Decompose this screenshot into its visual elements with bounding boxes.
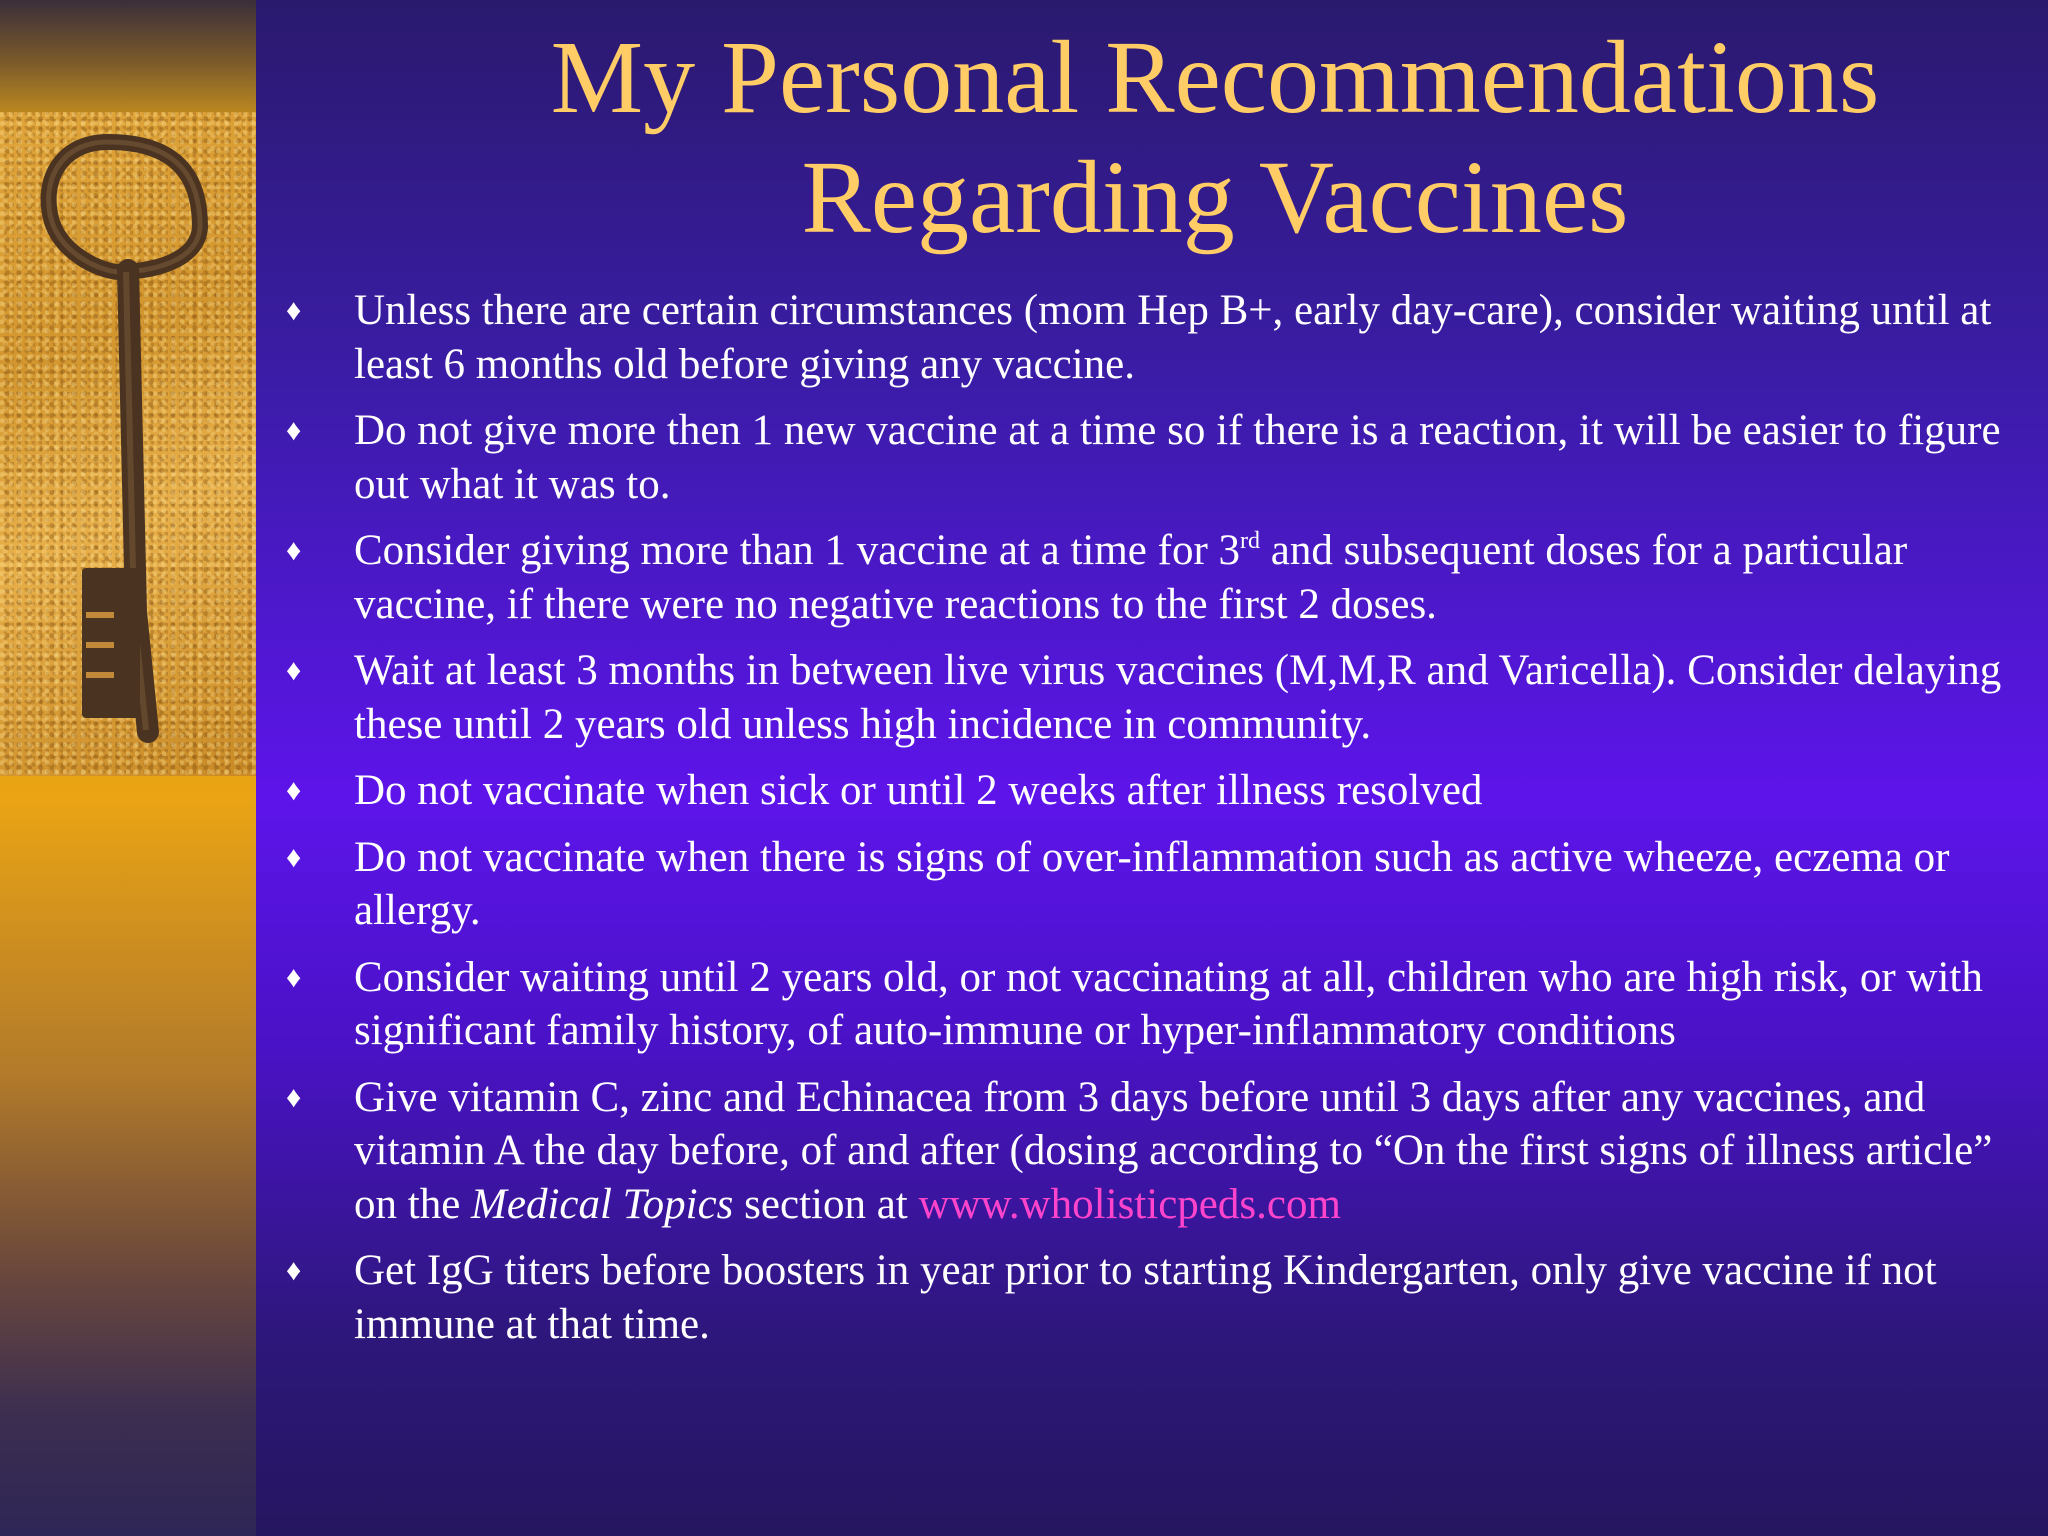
list-item [280, 404, 2030, 511]
diamond-bullet-icon: ♦ [286, 774, 302, 807]
list-item [280, 831, 2030, 938]
diamond-bullet-icon: ♦ [286, 414, 302, 447]
key-icon [0, 112, 256, 776]
bullet-text: Unless there are certain circumstances (mom Hep B+, early day-care), consider waiting until at least 6 months old before giving any vaccine. [354, 287, 1992, 388]
diamond-bullet-icon: ♦ [286, 1254, 302, 1287]
website-link[interactable]: www.wholisticpeds.com [918, 1180, 1341, 1228]
recommendations-list [280, 284, 2030, 1364]
left-decorative-strip [0, 0, 256, 1536]
list-item [280, 764, 2030, 818]
list-item [280, 951, 2030, 1058]
bullet-text: Do not give more then 1 new vaccine at a time so if there is a reaction, it will be easier to figure out what it was to. [354, 407, 2001, 508]
title-line-1: My Personal Recommendations [550, 20, 1880, 135]
diamond-bullet-icon: ♦ [286, 1080, 302, 1114]
diamond-bullet-icon: ♦ [286, 654, 302, 687]
list-item [280, 284, 2030, 391]
diamond-bullet-icon: ♦ [286, 960, 302, 994]
bullet-text: Wait at least 3 months in between live virus vaccines (M,M,R and Varicella). Consider delaying these until 2 years old unless high incidence in community. [354, 647, 2002, 748]
list-item [280, 1244, 2030, 1351]
title-line-2: Regarding Vaccines [801, 140, 1629, 255]
list-item [280, 644, 2030, 751]
bullet-text: Do not vaccinate when there is signs of over-inflammation such as active wheeze, eczema or allergy. [354, 833, 1950, 934]
list-item [280, 1071, 2030, 1232]
bullet-text-part: Consider giving more than 1 vaccine at a time for 3 [354, 527, 1241, 574]
key-photo [0, 112, 256, 776]
diamond-bullet-icon: ♦ [286, 840, 302, 874]
diamond-bullet-icon: ♦ [286, 534, 302, 567]
bullet-text-part: section at [733, 1180, 919, 1228]
list-item [280, 524, 2030, 631]
diamond-bullet-icon: ♦ [286, 294, 302, 327]
bullet-text-part: and subsequent doses for a particular vaccine, if there were no negative reactions to the first 2 doses. [354, 527, 1908, 628]
bullet-text [354, 1074, 1992, 1228]
bullet-text: Consider waiting until 2 years old, or not vaccinating at all, children who are high risk, or with significant family history, of auto-immune or hyper-inflammatory conditions [354, 953, 1983, 1054]
bullet-text [354, 527, 1907, 628]
bullet-text: Do not vaccinate when sick or until 2 weeks after illness resolved [354, 767, 1483, 814]
bullet-text-part: Give vitamin C, zinc and Echinacea from 3 days before until 3 days after any vaccines, and vitamin A the day before, of and after (dosing according to “On the first signs of illness article” on the [354, 1073, 1993, 1228]
bullet-text: Get IgG titers before boosters in year prior to starting Kindergarten, only give vaccine if not immune at that time. [354, 1247, 1937, 1348]
superscript: rd [1240, 528, 1261, 554]
medical-topics-italic: Medical Topics [471, 1180, 734, 1228]
slide-title [400, 18, 2030, 258]
